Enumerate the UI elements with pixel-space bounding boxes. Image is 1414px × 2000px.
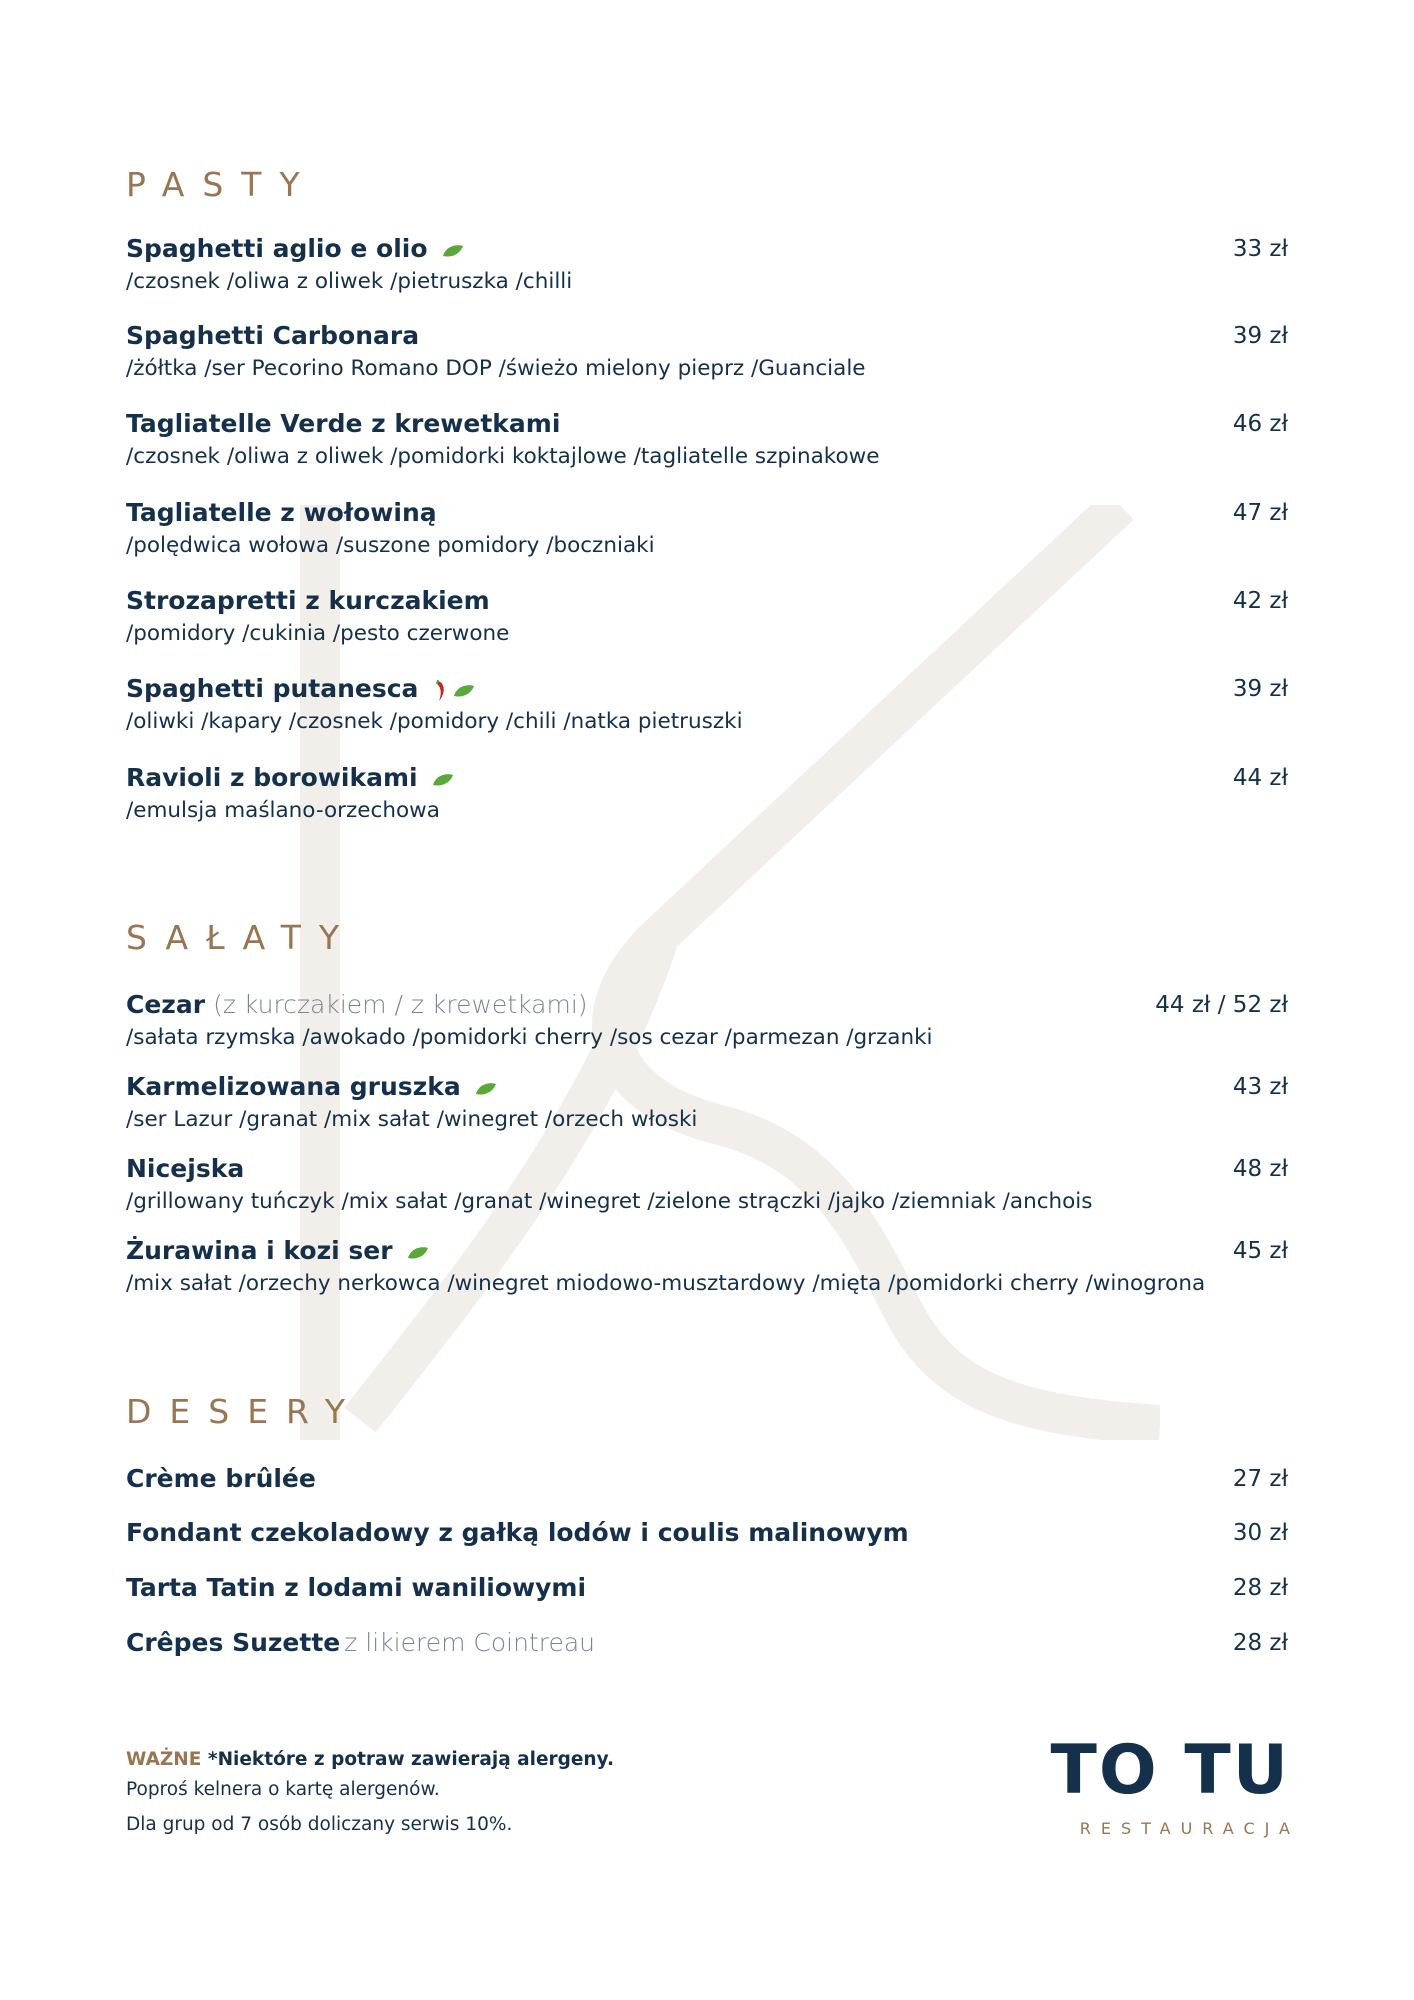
item-name: Ravioli z borowikami [126,763,418,792]
item-price: 28 zł [1232,1575,1288,1601]
item-name: Strozapretti z kurczakiem [126,586,490,615]
menu-item [126,1516,1288,1550]
item-description: /czosnek /oliwa z oliwek /pomidorki koktajlowe /tagliatelle szpinakowe [126,444,880,469]
item-description: /oliwki /kapary /czosnek /pomidory /chili /natka pietruszki [126,709,743,734]
item-price: 42 zł [1232,588,1288,614]
menu-item [126,1571,1288,1605]
section-title-desery: DESERY [126,1392,364,1431]
menu-item [126,761,1288,826]
menu-item [126,584,1288,649]
item-description: /mix sałat /orzechy nerkowca /winegret miodowo-musztardowy /mięta /pomidorki cherry /winogrona [126,1271,1206,1296]
menu-item [126,1626,1288,1660]
item-price: 39 zł [1232,323,1288,349]
important-label: WAŻNE [126,1749,202,1770]
service-charge-note: Dla grup od 7 osób doliczany serwis 10%. [126,1814,513,1835]
menu-item [126,232,1288,297]
menu-item [126,1152,1288,1217]
item-name: Spaghetti putanesca [126,674,419,703]
menu-item [126,988,1288,1053]
item-name: Tagliatelle Verde z krewetkami [126,409,561,438]
item-variant-note: z likierem Cointreau [344,1628,596,1657]
item-name: Fondant czekoladowy z gałką lodów i coulis malinowym [126,1518,909,1547]
item-name: Crème brûlée [126,1464,316,1493]
item-name: Spaghetti Carbonara [126,321,420,350]
item-price: 45 zł [1232,1238,1288,1264]
item-description: /grillowany tuńczyk /mix sałat /granat /winegret /zielone strączki /jajko /ziemniak /anchois [126,1189,1093,1214]
item-price: 30 zł [1232,1520,1288,1546]
item-price: 46 zł [1232,411,1288,437]
item-price: 48 zł [1232,1156,1288,1182]
item-name: Żurawina i kozi ser [126,1236,393,1265]
item-description: /czosnek /oliwa z oliwek /pietruszka /chilli [126,269,573,294]
item-name: Karmelizowana gruszka [126,1072,461,1101]
leaf-icon [442,244,464,258]
item-name: Tagliatelle z wołowiną [126,498,437,527]
section-title-pasty: PASTY [126,165,318,204]
item-description: /sałata rzymska /awokado /pomidorki cherry /sos cezar /parmezan /grzanki [126,1025,933,1050]
allergen-warning: *Niektóre z potraw zawierają alergeny. [207,1749,614,1770]
item-description: /pomidory /cukinia /pesto czerwone [126,621,510,646]
item-price: 43 zł [1232,1074,1288,1100]
logo-name: TO TU [1050,1731,1290,1810]
leaf-icon [453,684,475,698]
item-price: 28 zł [1232,1630,1288,1656]
leaf-icon [407,1246,429,1260]
item-price: 44 zł / 52 zł [1155,992,1288,1018]
menu-item [126,672,1288,737]
menu-item [126,1070,1288,1135]
menu-item [126,496,1288,561]
item-name: Cezar [126,990,206,1019]
item-description: /emulsja maślano-orzechowa [126,798,440,823]
item-name: Crêpes Suzette [126,1628,341,1657]
allergen-card-hint: Poproś kelnera o kartę alergenów. [126,1779,440,1800]
menu-item [126,1234,1288,1299]
item-price: 33 zł [1232,236,1288,262]
item-description: /ser Lazur /granat /mix sałat /winegret /orzech włoski [126,1107,698,1132]
menu-item [126,1462,1288,1496]
chili-icon [435,679,447,703]
item-name: Tarta Tatin z lodami waniliowymi [126,1573,587,1602]
menu-item [126,407,1288,472]
item-description: /polędwica wołowa /suszone pomidory /boczniaki [126,533,655,558]
item-description: /żółtka /ser Pecorino Romano DOP /świeżo mielony pieprz /Guanciale [126,356,866,381]
item-variant-note: (z kurczakiem / z krewetkami) [213,990,588,1019]
item-price: 47 zł [1232,500,1288,526]
leaf-icon [432,773,454,787]
item-price: 44 zł [1232,765,1288,791]
item-name: Spaghetti aglio e olio [126,234,428,263]
allergen-note [126,1745,614,1840]
logo-subtitle: RESTAURACJA [1079,1819,1300,1838]
item-price: 27 zł [1232,1466,1288,1492]
menu-item [126,319,1288,384]
item-name: Nicejska [126,1154,245,1183]
section-title-salaty: SAŁATY [126,918,358,957]
leaf-icon [475,1082,497,1096]
item-price: 39 zł [1232,676,1288,702]
restaurant-logo [1050,1731,1300,1838]
